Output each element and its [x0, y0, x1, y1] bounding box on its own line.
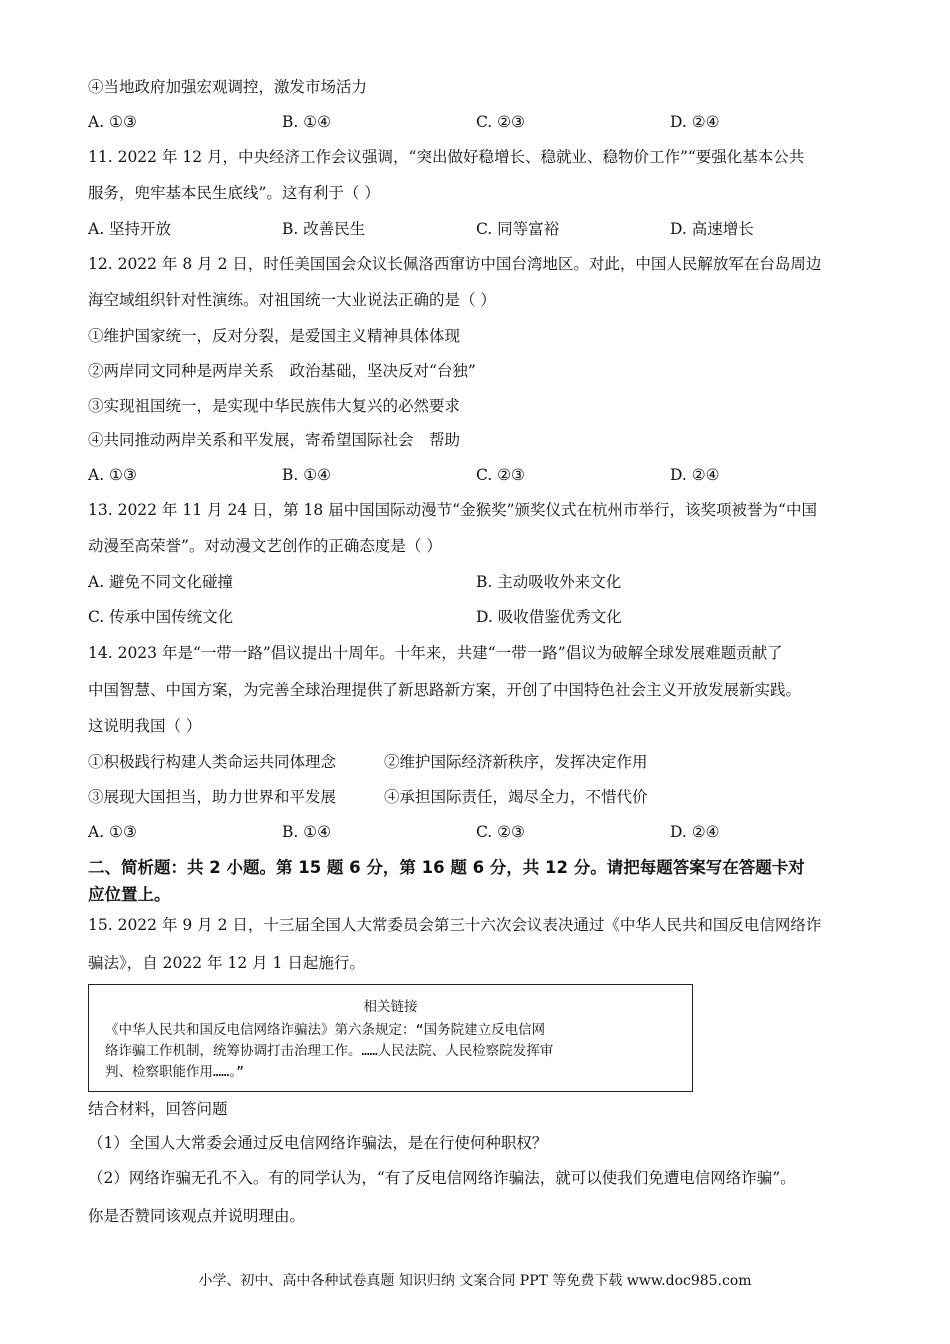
q15-prompt: 结合材料，回答问题 [88, 1100, 228, 1118]
related-link-line-3: 判、检察职能作用……。” [105, 1064, 245, 1080]
q14-option-d: D. ②④ [670, 823, 720, 841]
q11-option-c: C. 同等富裕 [476, 220, 560, 238]
q10-item-4: ④当地政府加强宏观调控，激发市场活力 [88, 78, 368, 96]
q12-option-a: A. ①③ [88, 466, 137, 484]
page-footer: 小学、初中、高中各种试卷真题 知识归纳 文案合同 PPT 等免费下载 www.doc985.com [198, 1273, 752, 1289]
q12-option-c: C. ②③ [476, 466, 525, 484]
q12-item-1: ①维护国家统一，反对分裂，是爱国主义精神具体体现 [88, 327, 461, 345]
q12-stem-line-1: 12. 2022 年 8 月 2 日，时任美国国会众议长佩洛西窜访中国台湾地区。对此，中国人民解放军在台岛周边 [88, 255, 822, 273]
q12-item-4: ④共同推动两岸关系和平发展，寄希望国际社会 帮助 [88, 431, 461, 449]
q12-item-3: ③实现祖国统一，是实现中华民族伟大复兴的必然要求 [88, 397, 461, 415]
q14-item-4: ④承担国际责任，竭尽全力，不惜代价 [384, 788, 648, 806]
q15-sub-question-1: （1）全国人大常委会通过反电信网络诈骗法，是在行使何种职权？ [88, 1134, 548, 1152]
related-link-box [88, 984, 693, 1092]
q13-stem-line-1: 13. 2022 年 11 月 24 日，第 18 届中国国际动漫节“金猴奖”颁奖仪式在杭州市举行，该奖项被誉为“中国 [88, 501, 817, 519]
q12-option-b: B. ①④ [282, 466, 332, 484]
q13-option-a: A. 避免不同文化碰撞 [88, 573, 234, 591]
section-2-heading-line-2: 应位置上。 [88, 885, 171, 904]
q15-sub-question-2-line-2: 你是否赞同该观点并说明理由。 [88, 1207, 306, 1225]
q13-option-c: C. 传承中国传统文化 [88, 608, 234, 626]
q11-option-a: A. 坚持开放 [88, 220, 172, 238]
q14-option-b: B. ①④ [282, 823, 332, 841]
q14-stem-line-3: 这说明我国（ ） [88, 717, 202, 735]
q13-option-b: B. 主动吸收外来文化 [476, 573, 622, 591]
q13-option-d: D. 吸收借鉴优秀文化 [476, 608, 622, 626]
q15-stem-line-2: 骗法》，自 2022 年 12 月 1 日起施行。 [88, 954, 365, 972]
section-2-heading-line-1: 二、简析题：共 2 小题。第 15 题 6 分，第 16 题 6 分，共 12 分。请把每题答案写在答题卡对 [88, 858, 805, 877]
q14-stem-line-2: 中国智慧、中国方案，为完善全球治理提供了新思路新方案，开创了中国特色社会主义开放发展新实践。 [88, 681, 802, 699]
q11-stem-line-2: 服务，兜牢基本民生底线”。这有利于（ ） [88, 184, 380, 202]
q10-option-c: C. ②③ [476, 113, 525, 131]
q14-item-1: ①积极践行构建人类命运共同体理念 [88, 753, 337, 771]
q14-item-2: ②维护国际经济新秩序，发挥决定作用 [384, 753, 648, 771]
q10-option-b: B. ①④ [282, 113, 332, 131]
q10-option-a: A. ①③ [88, 113, 137, 131]
q10-option-d: D. ②④ [670, 113, 720, 131]
q11-option-b: B. 改善民生 [282, 220, 366, 238]
q12-option-d: D. ②④ [670, 466, 720, 484]
related-link-line-2: 络诈骗工作机制，统筹协调打击治理工作。……人民法院、人民检察院发挥审 [105, 1043, 554, 1059]
q14-option-c: C. ②③ [476, 823, 525, 841]
q15-stem-line-1: 15. 2022 年 9 月 2 日，十三届全国人大常委员会第三十六次会议表决通过《中华人民共和国反电信网络诈 [88, 916, 822, 934]
q14-stem-line-1: 14. 2023 年是“一带一路”倡议提出十周年。十年来，共建“一带一路”倡议为破解全球发展难题贡献了 [88, 644, 783, 662]
q14-option-a: A. ①③ [88, 823, 137, 841]
q11-option-d: D. 高速增长 [670, 220, 754, 238]
q12-stem-line-2: 海空域组织针对性演练。对祖国统一大业说法正确的是（ ） [88, 291, 496, 309]
q11-stem-line-1: 11. 2022 年 12 月，中央经济工作会议强调，“突出做好稳增长、稳就业、稳物价工作”“要强化基本公共 [88, 148, 805, 166]
q15-sub-question-2-line-1: （2）网络诈骗无孔不入。有的同学认为，“有了反电信网络诈骗法，就可以使我们免遭电信网络诈骗”。 [88, 1169, 796, 1187]
q13-stem-line-2: 动漫至高荣誉”。对动漫文艺创作的正确态度是（ ） [88, 537, 442, 555]
related-link-line-1: 《中华人民共和国反电信网络诈骗法》第六条规定：“国务院建立反电信网 [105, 1022, 546, 1038]
q14-item-3: ③展现大国担当，助力世界和平发展 [88, 788, 337, 806]
q12-item-2: ②两岸同文同种是两岸关系 政治基础，坚决反对“台独” [88, 362, 476, 380]
related-link-title: 相关链接 [363, 999, 418, 1015]
